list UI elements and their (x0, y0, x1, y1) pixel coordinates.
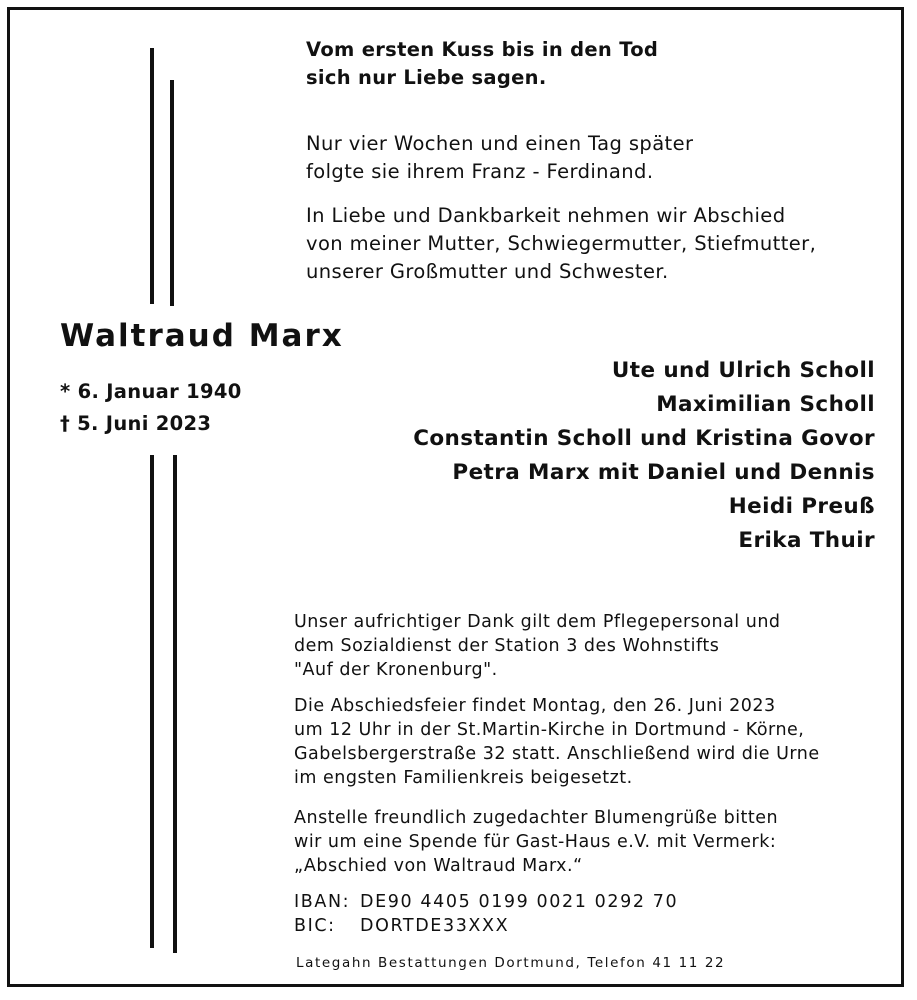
intro-text (306, 130, 693, 186)
funeral-home-footer: Lategahn Bestattungen Dortmund, Telefon 41 11 22 (296, 955, 726, 971)
ceremony-text (294, 694, 820, 790)
thanks-text (294, 610, 781, 682)
mourner: Ute und Ulrich Scholl (611, 358, 875, 383)
iban-value: DE90 4405 0199 0021 0292 70 (360, 892, 679, 912)
life-dates (60, 376, 242, 440)
thanks-line: "Auf der Kronenburg". (294, 660, 498, 680)
mourner: Heidi Preuß (728, 494, 875, 519)
mourners-list (413, 354, 875, 558)
ceremony-line: um 12 Uhr in der St.Martin-Kirche in Dortmund - Körne, (294, 720, 805, 740)
motto (306, 36, 658, 92)
bic-label: BIC: (294, 916, 336, 936)
cross-bar-right-bottom (173, 455, 177, 953)
mourner: Maximilian Scholl (656, 392, 875, 417)
iban-row (294, 890, 678, 914)
bic-value: DORTDE33XXX (360, 916, 510, 936)
ceremony-line: im engsten Familienkreis beigesetzt. (294, 768, 633, 788)
birth-date: * 6. Januar 1940 (60, 380, 242, 403)
intro-line: Nur vier Wochen und einen Tag später (306, 132, 694, 155)
thanks-line: Unser aufrichtiger Dank gilt dem Pflegepersonal und (294, 612, 781, 632)
donation-text (294, 806, 778, 878)
farewell-line: von meiner Mutter, Schwiegermutter, Stiefmutter, (306, 232, 817, 255)
donation-line: wir um eine Spende für Gast-Haus e.V. mit Vermerk: (294, 832, 777, 852)
mourner: Petra Marx mit Daniel und Dennis (452, 460, 875, 485)
motto-line: Vom ersten Kuss bis in den Tod (306, 38, 659, 61)
mourner: Erika Thuir (738, 528, 875, 553)
ceremony-line: Gabelsbergerstraße 32 statt. Anschließend wird die Urne (294, 744, 820, 764)
farewell-line: In Liebe und Dankbarkeit nehmen wir Abschied (306, 204, 786, 227)
bic-row (294, 914, 678, 938)
donation-line: „Abschied von Waltraud Marx.“ (294, 856, 583, 876)
bank-details (294, 890, 678, 938)
death-date: † 5. Juni 2023 (60, 412, 212, 435)
intro-line: folgte sie ihrem Franz - Ferdinand. (306, 160, 654, 183)
iban-label: IBAN: (294, 892, 351, 912)
deceased-name: Waltraud Marx (60, 318, 344, 354)
donation-line: Anstelle freundlich zugedachter Blumengrüße bitten (294, 808, 779, 828)
cross-bar-right-top (170, 80, 174, 306)
motto-line: sich nur Liebe sagen. (306, 66, 547, 89)
cross-bar-left-bottom (150, 455, 154, 948)
ceremony-line: Die Abschiedsfeier findet Montag, den 26. Juni 2023 (294, 696, 776, 716)
farewell-text (306, 202, 816, 286)
farewell-line: unserer Großmutter und Schwester. (306, 260, 669, 283)
mourner: Constantin Scholl und Kristina Govor (413, 426, 875, 451)
thanks-line: dem Sozialdienst der Station 3 des Wohnstifts (294, 636, 720, 656)
cross-bar-left-top (150, 48, 154, 304)
